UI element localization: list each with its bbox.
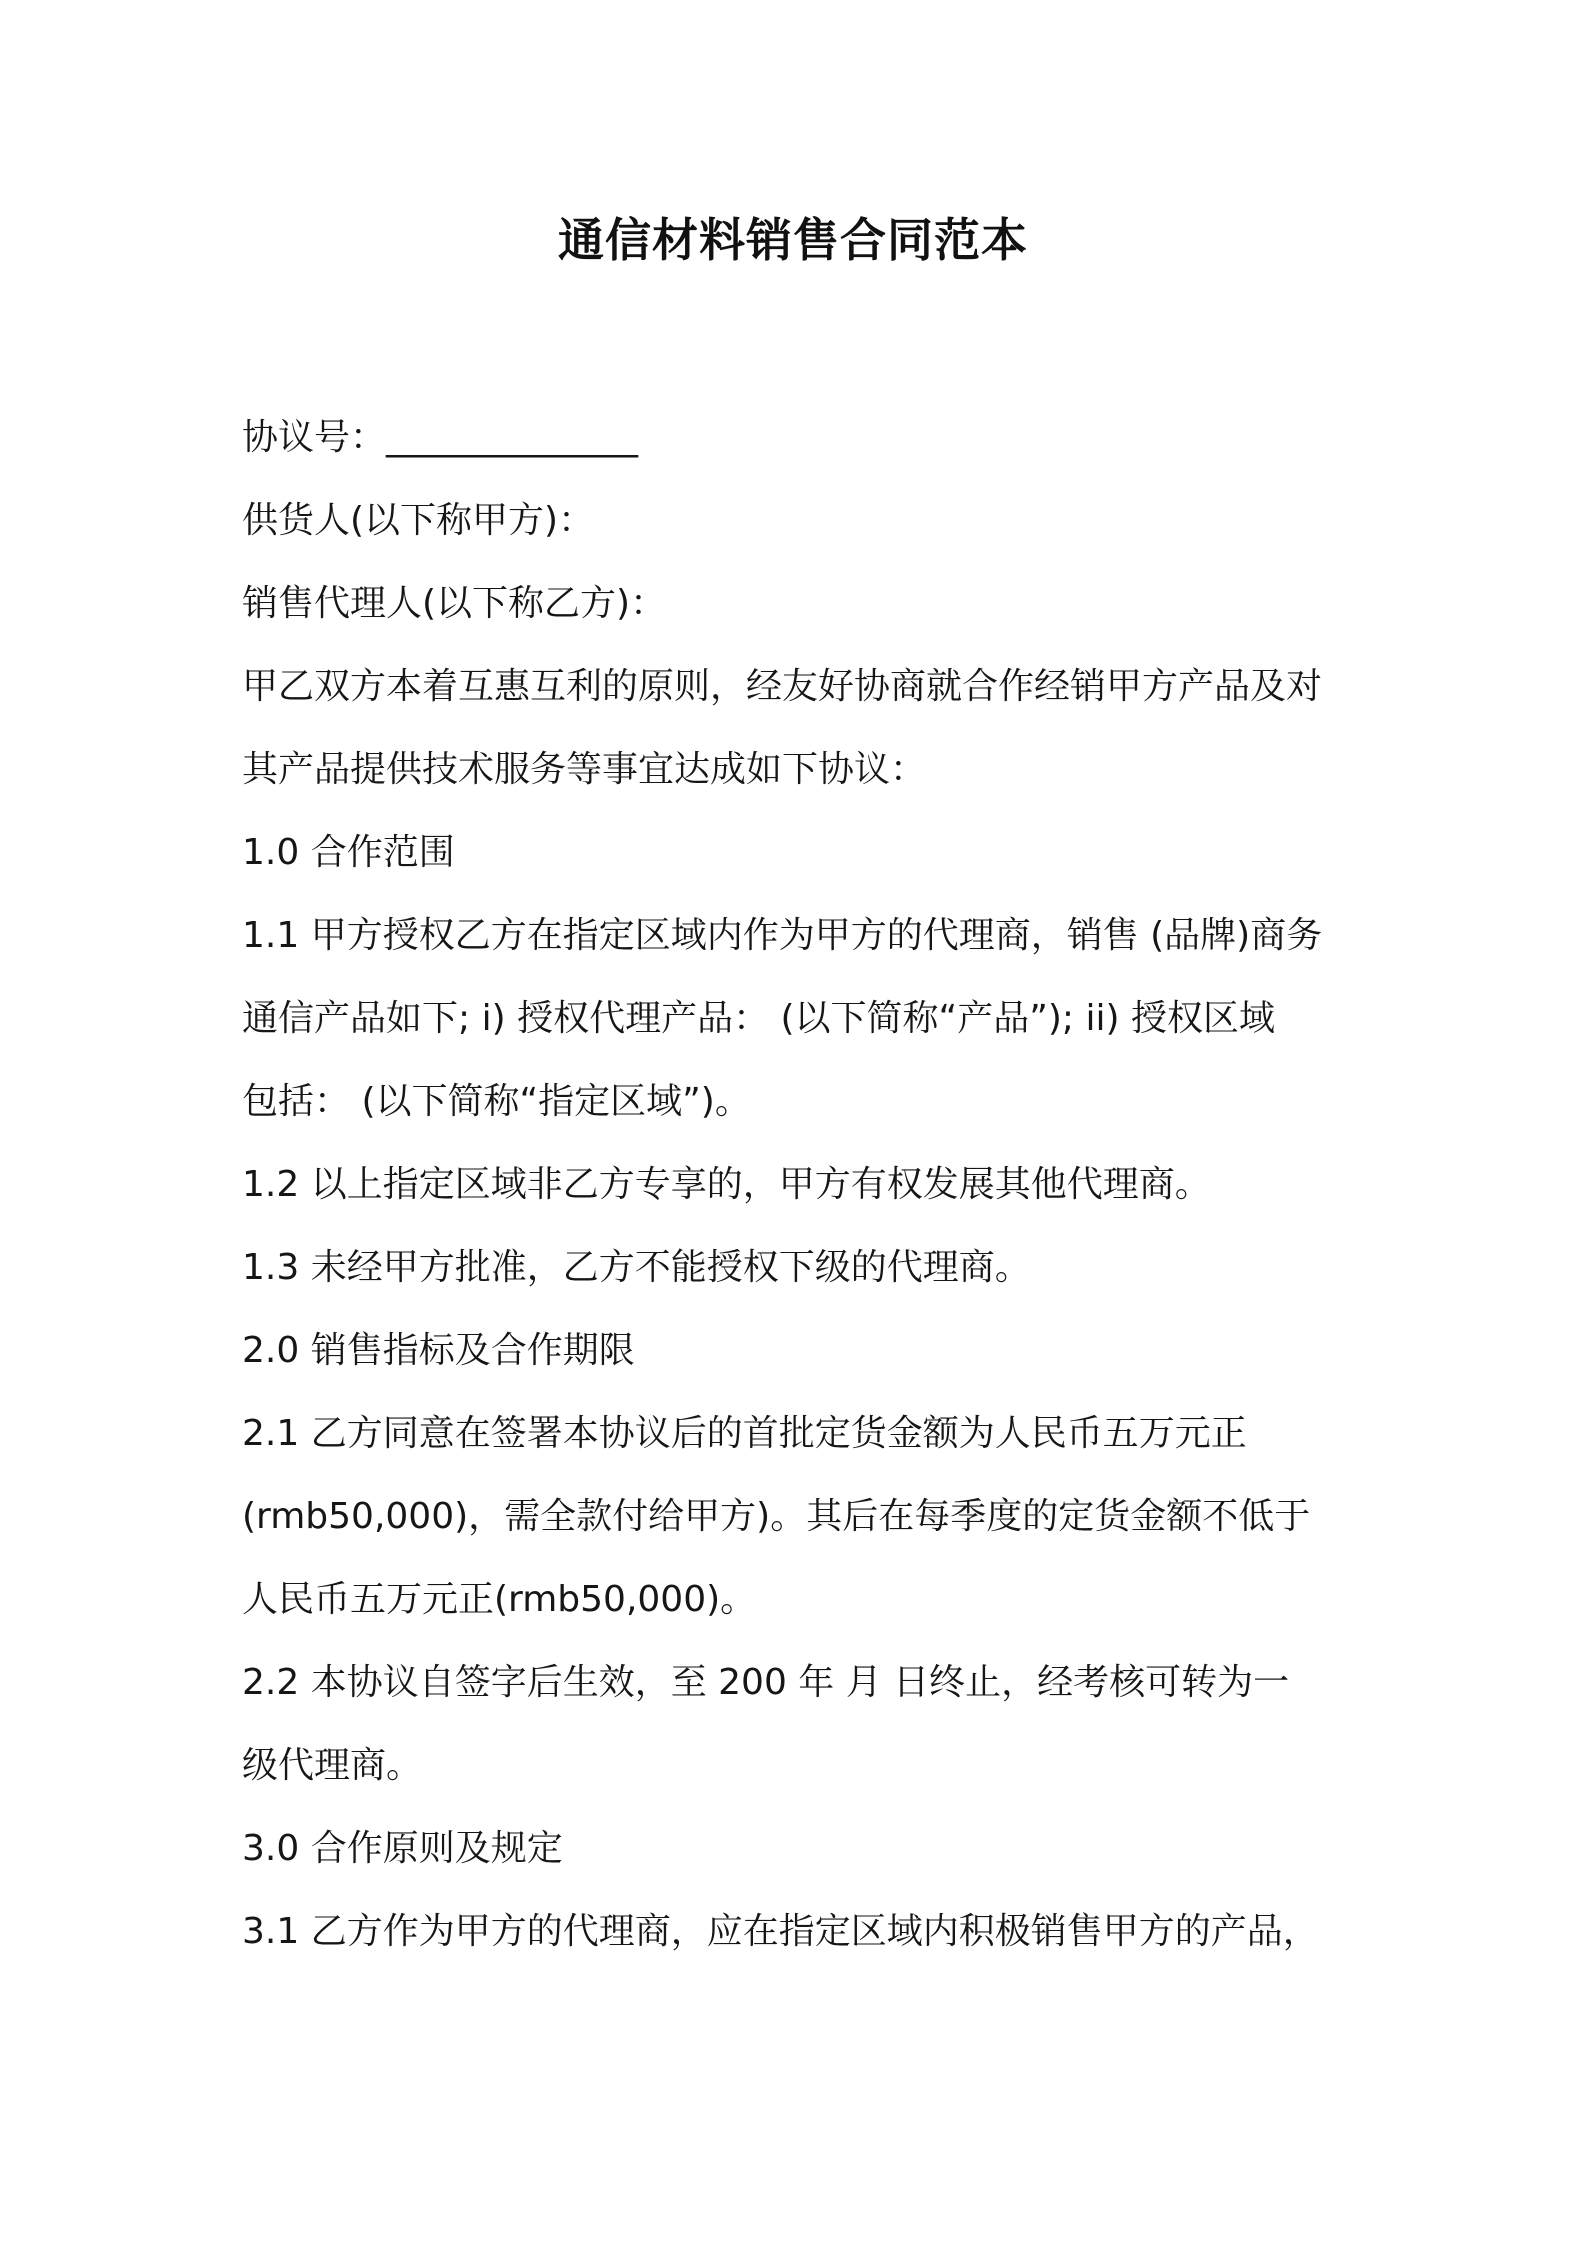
preamble-line-1: 甲乙双方本着互惠互利的原则，经友好协商就合作经销甲方产品及对 xyxy=(242,666,1323,707)
clause-2-1-line-2: (rmb50,000)，需全款付给甲方)。其后在每季度的定货金额不低于 xyxy=(242,1496,1311,1537)
sales-agent-line: 销售代理人(以下称乙方)： xyxy=(242,583,667,624)
clause-2-1-line-3: 人民币五万元正(rmb50,000)。 xyxy=(242,1579,757,1620)
clause-1-3: 1.3 未经甲方批准，乙方不能授权下级的代理商。 xyxy=(242,1247,1031,1288)
section-heading-1-0: 1.0 合作范围 xyxy=(242,832,455,873)
clause-1-2: 1.2 以上指定区域非乙方专享的，甲方有权发展其他代理商。 xyxy=(242,1164,1211,1205)
supplier-line: 供货人(以下称甲方)： xyxy=(242,500,595,541)
clause-1-1-line-3: 包括： (以下简称“指定区域”)。 xyxy=(242,1081,751,1122)
clause-2-2-line-1: 2.2 本协议自签字后生效，至 200 年 月 日终止，经考核可转为一 xyxy=(242,1662,1290,1703)
clause-1-1-line-1: 1.1 甲方授权乙方在指定区域内作为甲方的代理商，销售 (品牌)商务 xyxy=(242,915,1323,956)
document-body xyxy=(242,396,1362,1973)
agreement-number-line: 协议号：______________ xyxy=(242,417,639,458)
clause-2-1-line-1: 2.1 乙方同意在签署本协议后的首批定货金额为人民币五万元正 xyxy=(242,1413,1247,1454)
clause-1-1-line-2: 通信产品如下; i) 授权代理产品： (以下简称“产品”); ii) 授权区域 xyxy=(242,998,1275,1039)
document-title: 通信材料销售合同范本 xyxy=(558,213,1028,267)
clause-2-2-line-2: 级代理商。 xyxy=(242,1745,423,1786)
section-heading-2-0: 2.0 销售指标及合作期限 xyxy=(242,1330,635,1371)
clause-3-1-line-1: 3.1 乙方作为甲方的代理商，应在指定区域内积极销售甲方的产品， xyxy=(242,1911,1319,1952)
section-heading-3-0: 3.0 合作原则及规定 xyxy=(242,1828,563,1869)
preamble-line-2: 其产品提供技术服务等事宜达成如下协议： xyxy=(242,749,927,790)
